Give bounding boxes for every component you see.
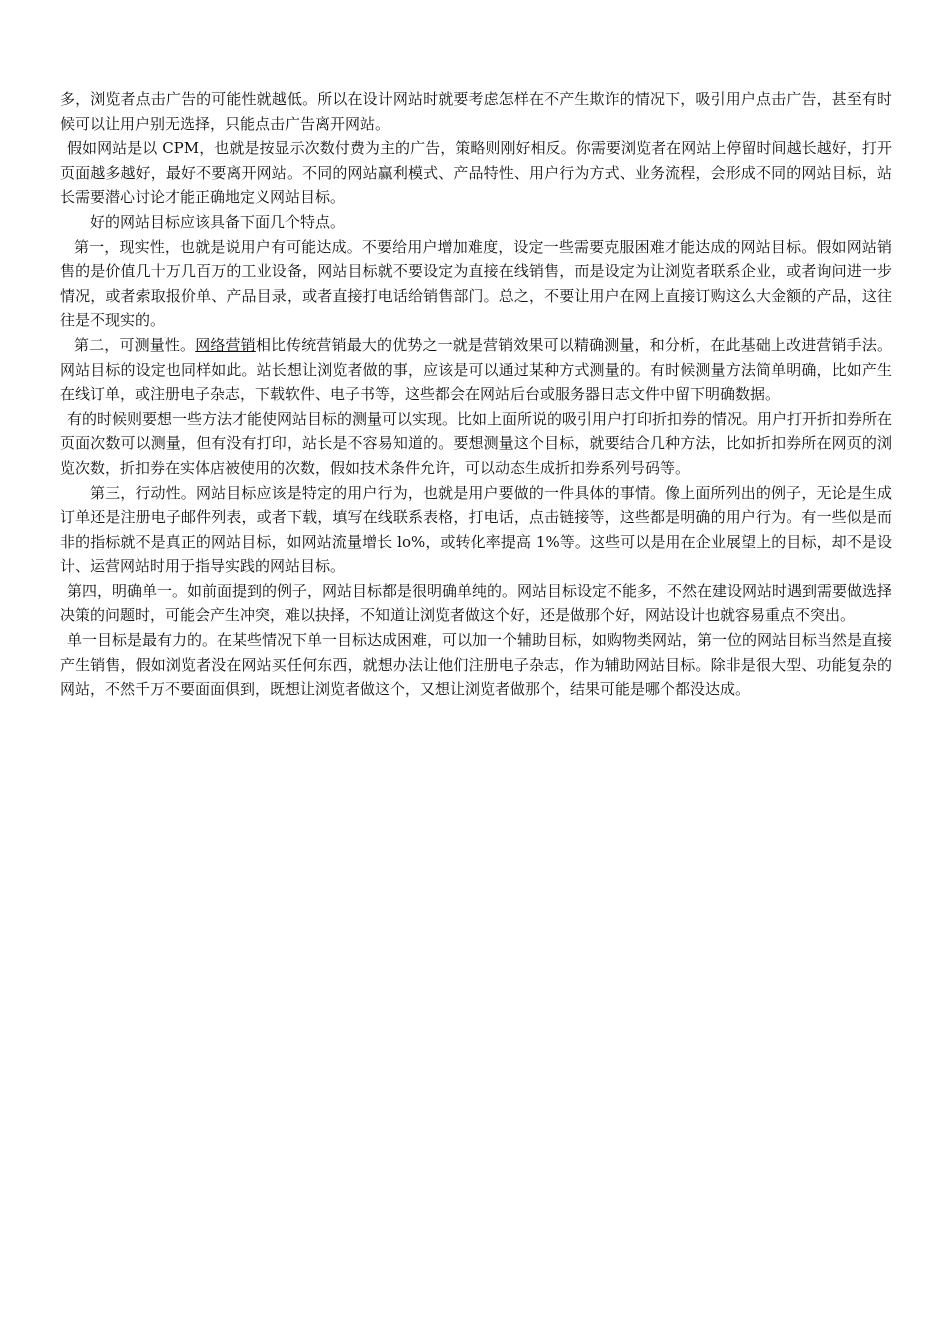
paragraph-ad-click: 多，浏览者点击广告的可能性就越低。所以在设计网站时就要考虑怎样在不产生欺诈的情况下，吸引用户点击广告，甚至有时候可以让用户别无选择，只能点击广告离开网站。 — [60, 90, 892, 133]
paragraph-single-clear: 第四，明确单一。如前面提到的例子，网站目标都是很明确单纯的。网站目标设定不能多，不然在建设网站时遇到需要做选择决策的问题时，可能会产生冲突，难以抉择，不知道让浏览者做这个好，还是做那个好，网站设计也就容易重点不突出。 — [60, 581, 893, 625]
paragraph-single-goal: 单一目标是最有力的。在某些情况下单一目标达成困难，可以加一个辅助目标，如购物类网站，第一位的网站目标当然是直接产生销售，假如浏览者没在网站买任何东西，就想办法让他们注册电子杂志，作为辅助网站目标。除非是很大型、功能复杂的网站，不然千万不要面面俱到，既想让浏览者做这个，又想让浏览者做那个，结果可能是哪个都没达成。 — [60, 631, 893, 699]
network-marketing-link[interactable]: 网络营销 — [195, 335, 256, 354]
paragraph-actionable: 第三，行动性。网站目标应该是特定的用户行为，也就是用户要做的一件具体的事情。像上面所列出的例子，无论是生成订单还是注册电子邮件列表，或者下载，填写在线联系表格，打电话，点击链接等，这些都是明确的用户行为。有一些似是而非的指标就不是真正的网站目标，如网站流量增长 lo%，或转化率提高 1%等。这些可以是用在企业展望上的目标，却不是设计、运营网站时用于指导实践的网站目标。 — [60, 483, 892, 576]
paragraph-measure-methods: 有的时候则要想一些方法才能使网站目标的测量可以实现。比如上面所说的吸引用户打印折扣券的情况。用户打开折扣券所在页面次数可以测量，但有没有打印，站长是不容易知道的。要想测量这个目标，就要结合几种方法，比如折扣券所在网页的浏览次数，折扣券在实体店被使用的次数，假如技术条件允许，可以动态生成折扣券系列号码等。 — [60, 409, 893, 477]
paragraph-realistic: 第一，现实性，也就是说用户有可能达成。不要给用户增加难度，设定一些需要克服困难才能达成的网站目标。假如网站销售的是价值几十万几百万的工业设备，网站目标就不要设定为直接在线销售，而是设定为让浏览者联系企业，或者询问进一步情况，或者索取报价单、产品目录，或者直接打电话给销售部门。总之，不要让用户在网上直接订购这么大金额的产品，这往往是不现实的。 — [60, 237, 892, 330]
document-body — [60, 87, 892, 702]
paragraph-measurable-lead: 第二，可测量性。 — [74, 335, 196, 354]
paragraph-features-intro: 好的网站目标应该具备下面几个特点。 — [90, 212, 346, 231]
paragraph-cpm: 假如网站是以 CPM，也就是按显示次数付费为主的广告，策略则刚好相反。你需要浏览者在网站上停留时间越长越好，打开页面越多越好，最好不要离开网站。不同的网站赢利模式、产品特性、用户行为方式、业务流程，会形成不同的网站目标，站长需要潜心讨论才能正确地定义网站目标。 — [60, 139, 892, 207]
paragraph-measurable — [60, 333, 892, 407]
paragraph-measurable-rest: 相比传统营销最大的优势之一就是营销效果可以精确测量，和分析，在此基础上改进营销手法。网站目标的设定也同样如此。站长想让浏览者做的事，应该是可以通过某种方式测量的。有时候测量方法简单明确，比如产生在线订单，或注册电子杂志，下载软件、电子书等，这些都会在网站后台或服务器日志文件中留下明确数据。 — [60, 335, 892, 404]
